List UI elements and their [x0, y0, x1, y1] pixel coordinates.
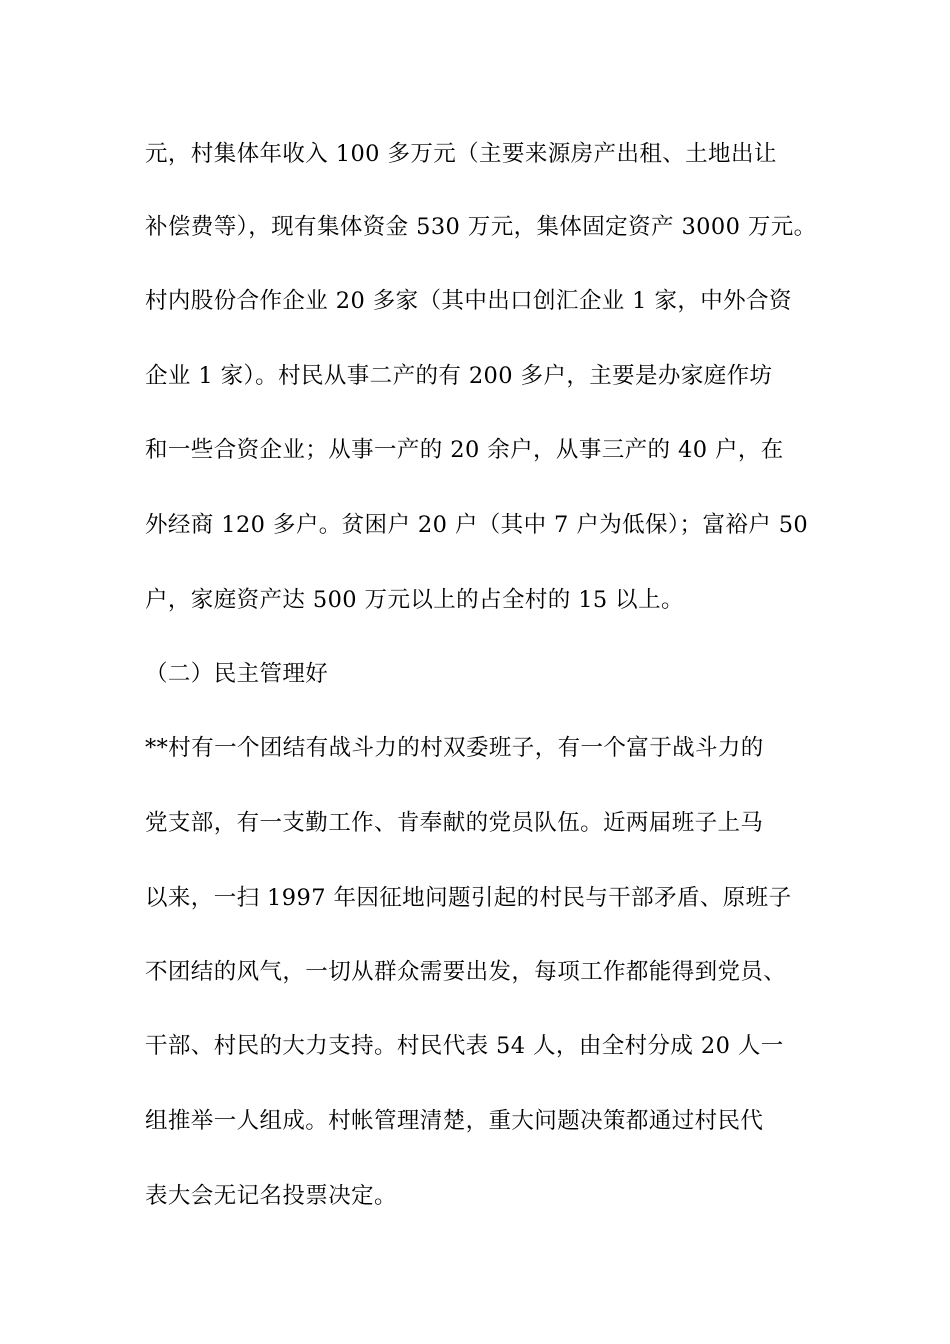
text-line: 外经商 120 多户。贫困户 20 户（其中 7 户为低保）；富裕户 50 [145, 512, 809, 538]
section-heading: （二）民主管理好 [145, 661, 329, 687]
text-line: 组推举一人组成。村帐管理清楚，重大问题决策都通过村民代 [145, 1108, 764, 1134]
text-line: 村内股份合作企业 20 多家（其中出口创汇企业 1 家，中外合资 [145, 288, 792, 314]
text-line: 补偿费等），现有集体资金 530 万元，集体固定资产 3000 万元。 [145, 214, 817, 240]
text-line: 企业 1 家）。村民从事二产的有 200 多户，主要是办家庭作坊 [145, 363, 773, 389]
text-line: **村有一个团结有战斗力的村双委班子，有一个富于战斗力的 [145, 735, 764, 761]
text-line: 以来，一扫 1997 年因征地问题引起的村民与干部矛盾、原班子 [145, 885, 792, 911]
text-line: 和一些合资企业；从事一产的 20 余户，从事三产的 40 户，在 [145, 437, 784, 463]
text-line: 干部、村民的大力支持。村民代表 54 人，由全村分成 20 人一 [145, 1033, 784, 1059]
text-line: 党支部，有一支勤工作、肯奉献的党员队伍。近两届班子上马 [145, 810, 764, 836]
text-line: 不团结的风气，一切从群众需要出发，每项工作都能得到党员、 [145, 959, 787, 985]
text-line: 表大会无记名投票决定。 [145, 1183, 397, 1209]
text-line: 户，家庭资产达 500 万元以上的占全村的 15 以上。 [145, 587, 684, 613]
text-line: 元，村集体年收入 100 多万元（主要来源房产出租、土地出让 [145, 141, 777, 167]
